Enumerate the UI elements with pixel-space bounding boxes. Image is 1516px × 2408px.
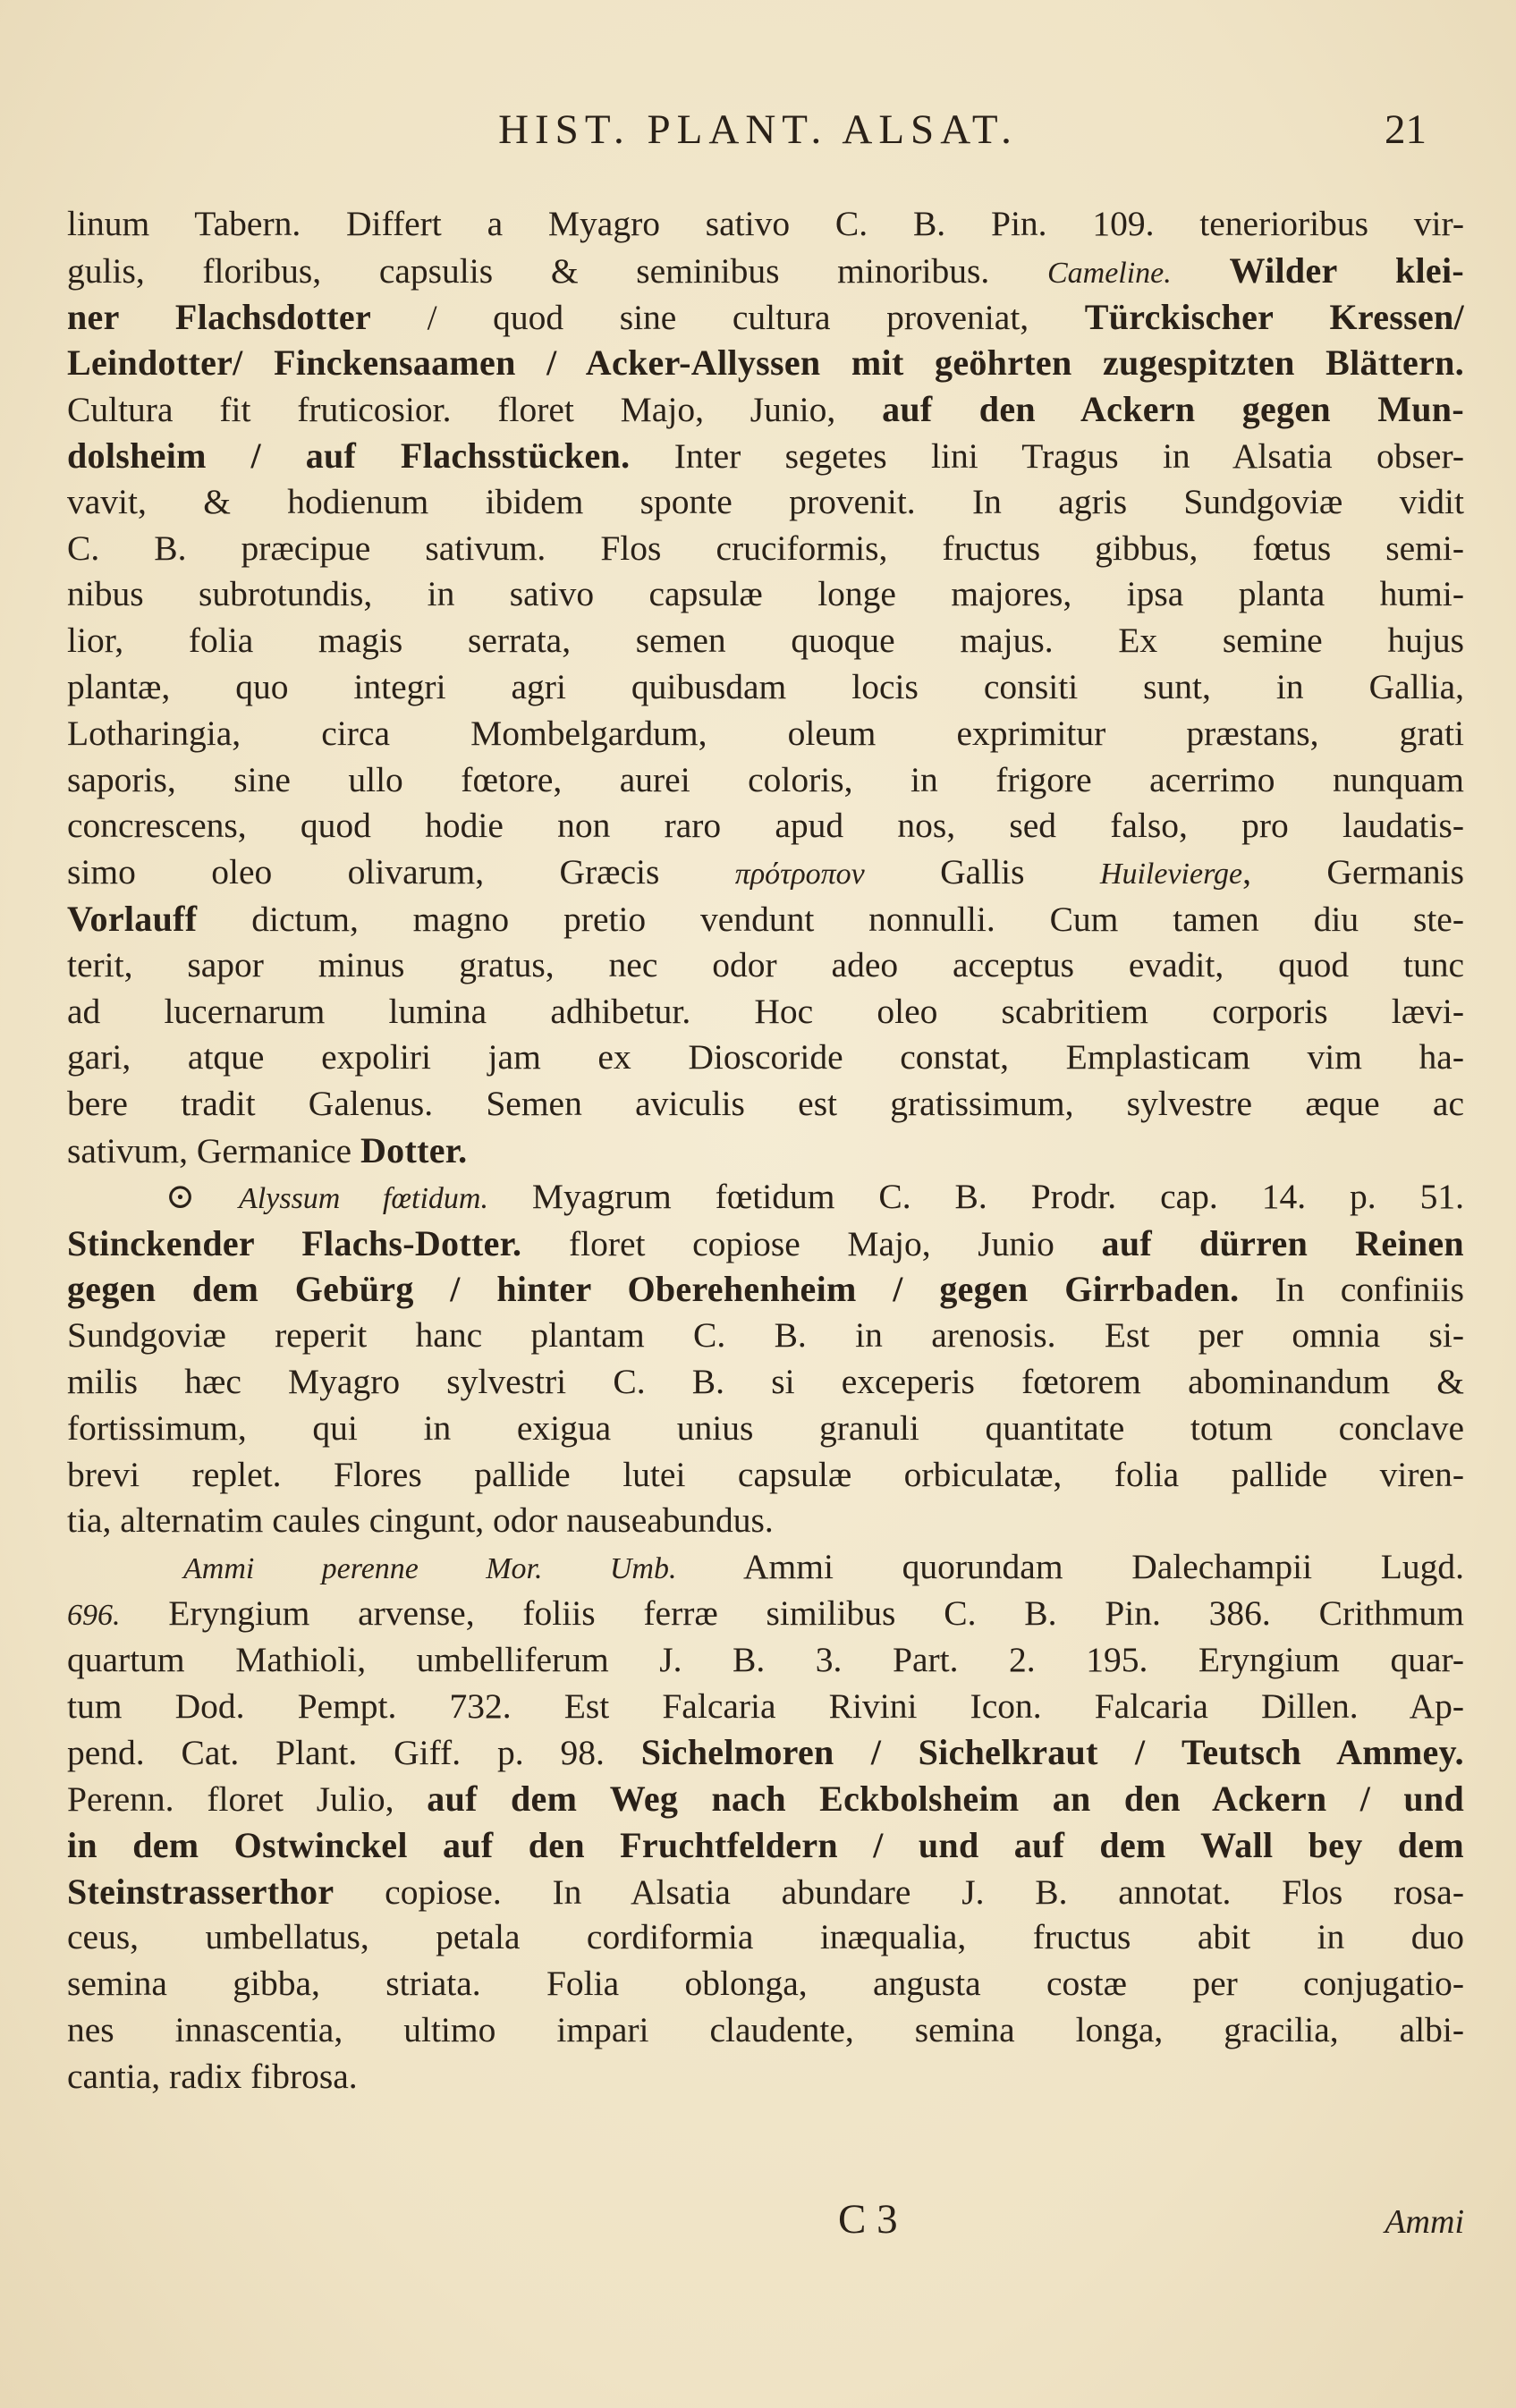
roman-text: terit, sapor minus gratus, nec odor adeo acceptus evadit, quod tunc (67, 944, 1464, 984)
text-line (67, 340, 1464, 386)
italic-text: Cameline. (1046, 256, 1172, 290)
roman-text: bere tradit Galenus. Semen aviculis est gratissimum, sylvestre æque ac (67, 1084, 1464, 1124)
text-line (67, 1498, 1464, 1544)
text-line (67, 942, 1464, 989)
blackletter-text: in dem Ostwinckel auf den Fruchtfeldern / und auf dem Wall bey dem (67, 1824, 1464, 1865)
text-line (67, 571, 1464, 618)
text-line (67, 1684, 1464, 1730)
blackletter-text: Sichelmoren / Sichelkraut / Teutsch Ammey. (640, 1732, 1464, 1773)
blackletter-text: Steinstrasserthor (67, 1871, 335, 1912)
text-line (67, 618, 1464, 664)
roman-text: pend. Cat. Plant. Giff. p. 98. (67, 1733, 641, 1773)
text-line (67, 1961, 1464, 2007)
roman-text: ⊙ (165, 1176, 240, 1216)
text-line (67, 294, 1464, 341)
roman-text: / quod sine cultura proveniat, (371, 297, 1085, 337)
page-footer (67, 2195, 1464, 2249)
roman-text: simo oleo olivarum, Græcis (67, 852, 735, 892)
text-line (67, 248, 1464, 294)
text-line (67, 1221, 1464, 1267)
roman-text: In confiniis (1239, 1270, 1464, 1310)
text-line (67, 1637, 1464, 1684)
text-line (67, 989, 1464, 1035)
text-line (67, 1081, 1464, 1128)
blackletter-text: Wilder klei- (1229, 249, 1464, 291)
text-line (67, 1776, 1464, 1822)
roman-text: Perenn. floret Julio, (67, 1779, 428, 1820)
roman-text: saporis, sine ullo fœtore, aurei coloris, in frigore acerrimo nunquam (67, 759, 1464, 799)
roman-text: concrescens, quod hodie non raro apud nos, sed falso, pro laudatis- (67, 806, 1464, 846)
text-line (67, 1359, 1464, 1406)
roman-text: fortissimum, qui in exigua unius granuli quantitate totum conclave (67, 1407, 1464, 1448)
text-line (67, 1128, 1464, 1174)
text-line (67, 803, 1464, 849)
roman-text: Ammi quorundam Dalechampii Lugd. (676, 1547, 1464, 1587)
text-line (67, 1174, 1464, 1221)
text-line (67, 1313, 1464, 1359)
text-line (67, 711, 1464, 757)
text-line (67, 1406, 1464, 1452)
italic-text: Huilevierge (1099, 858, 1243, 891)
roman-text: Cultura fit fruticosior. floret Majo, Junio, (67, 390, 883, 430)
text-line (67, 1035, 1464, 1081)
italic-text: Ammi perenne Mor. Umb. (183, 1552, 677, 1586)
blackletter-text: Dotter. (360, 1129, 468, 1170)
catchword: Ammi (1385, 2203, 1464, 2241)
text-line (67, 2007, 1464, 2054)
roman-text: nibus subrotundis, in sativo capsulæ longe majores, ipsa planta humi- (67, 574, 1464, 614)
signature-mark: C 3 (838, 2196, 898, 2243)
roman-text: quartum Mathioli, umbelliferum J. B. 3. Part. 2. 195. Eryngium quar- (67, 1639, 1464, 1679)
text-line (67, 1266, 1464, 1313)
roman-text: semina gibba, striata. Folia oblonga, angusta costæ per conjugatio- (67, 1964, 1464, 2004)
blackletter-text: Vorlauff (67, 898, 198, 939)
roman-text: Myagrum fœtidum C. B. Prodr. cap. 14. p. 51. (487, 1176, 1464, 1216)
text-line (67, 896, 1464, 942)
roman-text: gari, atque expoliri jam ex Dioscoride constat, Emplasticam vim ha- (67, 1037, 1464, 1077)
roman-text: tia, alternatim caules cingunt, odor nauseabundus. (67, 1500, 774, 1541)
italic-text: πρότροπον (734, 858, 865, 891)
page-body-text (67, 201, 1464, 2100)
text-line (67, 1729, 1464, 1776)
blackletter-text: ner Flachsdotter (67, 296, 372, 337)
roman-text: nes innascentia, ultimo impari claudente, semina longa, gracilia, albi- (67, 2010, 1464, 2050)
roman-text (1172, 251, 1230, 291)
text-line (67, 433, 1464, 479)
text-line (67, 386, 1464, 433)
roman-text: ad lucernarum lumina adhibetur. Hoc oleo scabritiem corporis lævi- (67, 991, 1464, 1031)
roman-text: Gallis (864, 852, 1100, 892)
text-line (67, 757, 1464, 804)
text-line (67, 526, 1464, 572)
text-line (67, 1869, 1464, 1915)
roman-text: vavit, & hodienum ibidem sponte provenit. In agris Sundgoviæ vidit (67, 481, 1464, 521)
roman-text: copiose. In Alsatia abundare J. B. annotat. Flos rosa- (334, 1871, 1464, 1912)
roman-text: Sundgoviæ reperit hanc plantam C. B. in arenosis. Est per omnia si- (67, 1315, 1464, 1356)
roman-text: plantæ, quo integri agri quibusdam locis consiti sunt, in Gallia, (67, 666, 1464, 706)
text-line (67, 849, 1464, 896)
blackletter-text: dolsheim / auf Flachsstücken. (67, 435, 631, 476)
blackletter-text: Leindotter/ Finckensaamen / Acker-Allyssen mit geöhrten zugespitzten Blättern. (67, 342, 1464, 384)
page-number: 21 (1385, 106, 1427, 153)
roman-text: brevi replet. Flores pallide lutei capsulæ orbiculatæ, folia pallide viren- (67, 1454, 1464, 1494)
blackletter-text: auf dürren Reinen (1101, 1222, 1464, 1263)
text-line (67, 1452, 1464, 1499)
roman-text: ceus, umbellatus, petala cordiformia inæqualia, fructus abit in duo (67, 1917, 1464, 1957)
italic-text: 696. (67, 1598, 121, 1632)
roman-text: Lotharingia, circa Mombelgardum, oleum exprimitur præstans, grati (67, 713, 1464, 753)
roman-text: Inter segetes lini Tragus in Alsatia obser- (630, 435, 1464, 476)
text-line (67, 2054, 1464, 2100)
blackletter-text: auf dem Weg nach Eckbolsheim an den Ackern / und (427, 1779, 1464, 1820)
roman-text: sativum, Germanice (67, 1130, 360, 1170)
italic-text: Alyssum fœtidum. (239, 1181, 488, 1215)
roman-text: Eryngium arvense, foliis ferræ similibus C. B. Pin. 386. Crithmum (120, 1593, 1464, 1633)
text-line (67, 1591, 1464, 1637)
roman-text: gulis, floribus, capsulis & seminibus minoribus. (67, 250, 1047, 291)
roman-text: dictum, magno pretio vendunt nonnulli. Cum tamen diu ste- (197, 899, 1464, 939)
roman-text: milis hæc Myagro sylvestri C. B. si exceperis fœtorem abominandum & (67, 1361, 1464, 1401)
blackletter-text: Stinckender Flachs-Dotter. (67, 1222, 522, 1263)
blackletter-text: auf den Ackern gegen Mun- (882, 389, 1464, 430)
roman-text: floret copiose Majo, Junio (521, 1223, 1102, 1263)
text-line (67, 1544, 1464, 1591)
text-line (67, 1914, 1464, 1961)
page-header (63, 106, 1453, 159)
roman-text: linum Tabern. Differt a Myagro sativo C. B. Pin. 109. tenerioribus vir- (67, 204, 1464, 243)
text-line (67, 664, 1464, 711)
roman-text: , Germanis (1242, 852, 1464, 892)
roman-text: C. B. præcipue sativum. Flos cruciformis, fructus gibbus, fœtus semi- (67, 528, 1464, 568)
blackletter-text: gegen dem Gebürg / hinter Oberehenheim / gegen Girrbaden. (67, 1269, 1240, 1310)
text-line (67, 201, 1464, 248)
roman-text: tum Dod. Pempt. 732. Est Falcaria Rivini Icon. Falcaria Dillen. Ap- (67, 1686, 1464, 1726)
roman-text: lior, folia magis serrata, semen quoque majus. Ex semine hujus (67, 621, 1464, 661)
text-line (67, 479, 1464, 526)
text-line (67, 1822, 1464, 1869)
blackletter-text: Türckischer Kressen/ (1084, 296, 1464, 337)
roman-text: cantia, radix fibrosa. (67, 2056, 358, 2096)
running-head: HIST. PLANT. ALSAT. (498, 106, 1018, 153)
